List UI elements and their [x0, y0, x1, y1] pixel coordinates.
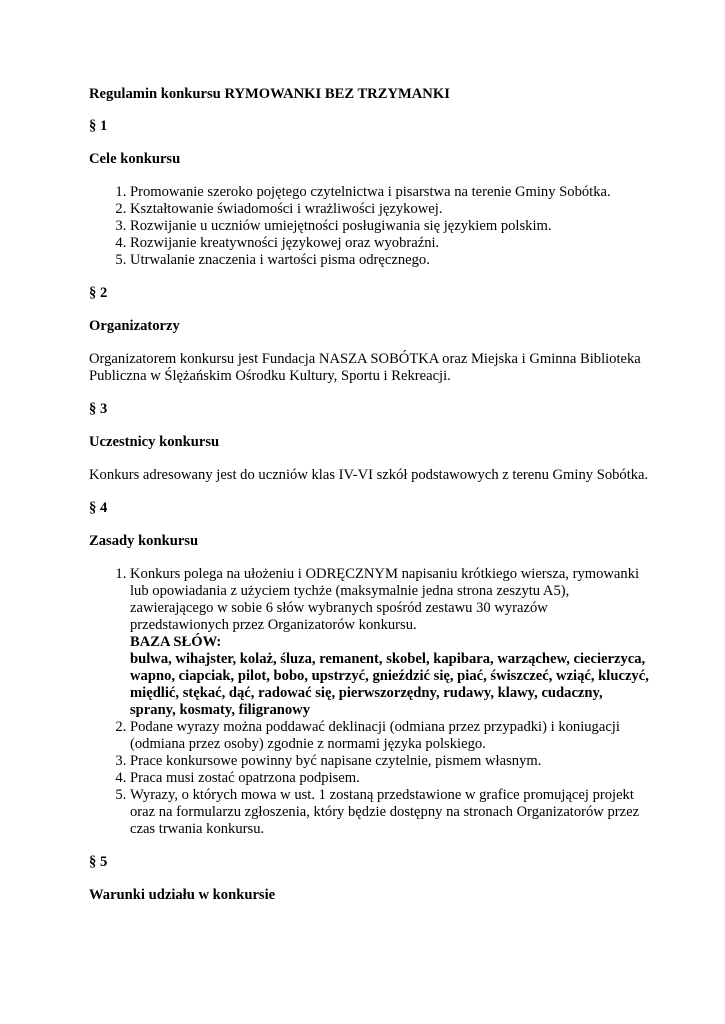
goal-item: 3. Rozwijanie u uczniów umiejętności posługiwania się językiem polskim. [130, 218, 649, 235]
document-title: Regulamin konkursu RYMOWANKI BEZ TRZYMANKI [89, 86, 450, 102]
section-3-heading: Uczestnicy konkursu [89, 434, 220, 450]
goals-list [89, 184, 649, 269]
section-1-sign: § 1 [89, 118, 108, 134]
rule-item: 5. Wyrazy, o których mowa w ust. 1 zostaną przedstawione w grafice promującej projekt oraz na formularzu zgłoszenia, który będzie dostępny na stronach Organizatorów przez czas trwania konkursu. [130, 787, 649, 838]
organizers-text: Organizatorem konkursu jest Fundacja NASZA SOBÓTKA oraz Miejska i Gminna Biblioteka Publiczna w Ślężańskim Ośrodku Kultury, Sportu i Rekreacji. [89, 351, 641, 384]
goal-item: 4. Rozwijanie kreatywności językowej oraz wyobraźni. [130, 235, 649, 252]
rule-item: 3. Prace konkursowe powinny być napisane czytelnie, pismem własnym. [130, 753, 649, 770]
section-1-heading: Cele konkursu [89, 151, 181, 167]
section-5-sign: § 5 [89, 854, 108, 870]
participants-text: Konkurs adresowany jest do uczniów klas IV-VI szkół podstawowych z terenu Gminy Sobótka. [89, 467, 649, 483]
words-list: bulwa, wihajster, kolaż, śluza, remanent, skobel, kapibara, warząchew, ciecierzyca, wapno, ciapciak, pilot, bobo, upstrzyć, gnieździć się, piać, świszczeć, wziąć, kluczyć, międlić, stękać, dąć, radować się, pierwszorzędny, rudawy, klawy, cudaczny, sprany, kosmaty, filigranowy [130, 651, 649, 718]
section-4-heading: Zasady konkursu [89, 533, 199, 549]
rule-item: 2. Podane wyrazy można poddawać deklinacji (odmiana przez przypadki) i koniugacji (odmiana przez osoby) zgodnie z normami języka polskiego. [130, 719, 649, 753]
document-page [89, 86, 649, 920]
section-4-sign: § 4 [89, 500, 108, 516]
goal-item: 2. Kształtowanie świadomości i wrażliwości językowej. [130, 201, 649, 218]
rule-item: 4. Praca musi zostać opatrzona podpisem. [130, 770, 649, 787]
section-3-sign: § 3 [89, 401, 108, 417]
section-2-sign: § 2 [89, 285, 108, 301]
section-2-heading: Organizatorzy [89, 318, 180, 334]
rule-item [130, 566, 649, 719]
rules-list [89, 566, 649, 838]
goal-item: 1. Promowanie szeroko pojętego czytelnictwa i pisarstwa na terenie Gminy Sobótka. [130, 184, 649, 201]
words-label: BAZA SŁÓW: [130, 634, 222, 650]
section-5-heading: Warunki udziału w konkursie [89, 887, 276, 903]
goal-item: 5. Utrwalanie znaczenia i wartości pisma odręcznego. [130, 252, 649, 269]
rule-item-text: Konkurs polega na ułożeniu i ODRĘCZNYM napisaniu krótkiego wiersza, rymowanki lub opowiadania z użyciem tychże (maksymalnie jedna strona zeszytu A5), zawierającego w sobie 6 słów wybranych spośród zestawu 30 wyrazów przedstawionych przez Organizatorów konkursu. [130, 566, 640, 633]
